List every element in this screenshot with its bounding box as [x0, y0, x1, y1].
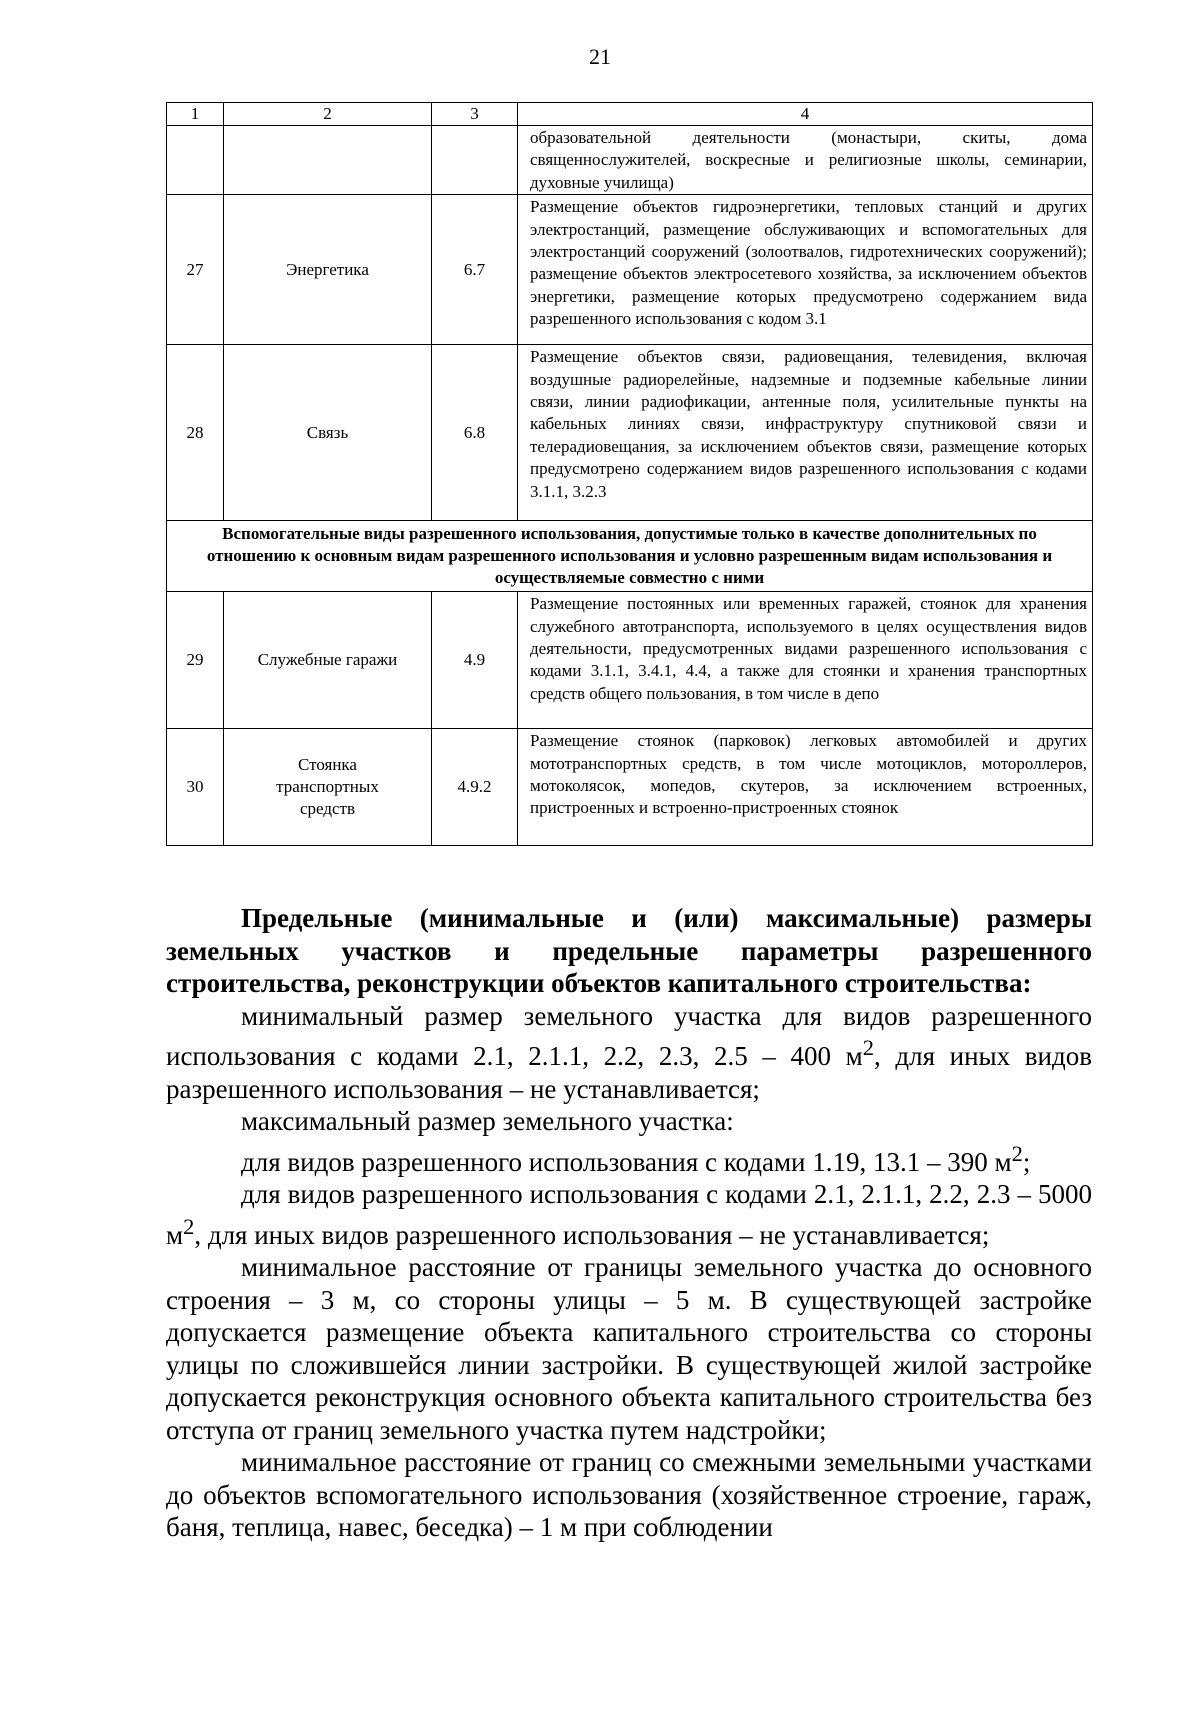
paragraph: максимальный размер земельного участка: [241, 1106, 734, 1136]
use-code: 4.9.2 [432, 729, 518, 846]
use-name: Стоянка транспортных средств [224, 729, 432, 846]
land-use-table [166, 102, 1093, 846]
description-cell: Размещение объектов связи, радиовещания, телевидения, включая воздушные радиорелейные, надземные и подземные кабельные линии связи, линии радиофикации, антенные поля, усилительные пункты на кабельных линиях связи, инфраструктуру спутниковой связи и телерадиовещания, за исключением объектов связи, размещение которых предусмотрено содержанием видов разрешенного использования с кодами 3.1.1, 3.2.3 [518, 345, 1093, 521]
row-number: 27 [167, 195, 224, 345]
header-cell: 2 [224, 103, 432, 126]
table-row [167, 729, 1093, 846]
use-code: 4.9 [432, 592, 518, 729]
aux-heading: Вспомогательные виды разрешенного использования, допустимые только в качестве дополнительных по отношению к основным видам разрешенного использования и условно разрешенным видам использования и осуществляемые совместно с ними [167, 521, 1093, 592]
paragraph: минимальный размер земельного участка для видов разрешенного использования с кодами 2.1, 2.1.1, 2.2, 2.3, 2.5 – 400 $м^2$, для иных видов разрешенного использования – не устанавливается; [166, 1000, 1092, 1104]
row-number: 30 [167, 729, 224, 846]
table-header-row [167, 103, 1093, 126]
header-cell: 3 [432, 103, 518, 126]
description-cell: образовательной деятельности (монастыри, скиты, дома священнослужителей, воскресные и религиозные школы, семинарии, духовные училища) [518, 126, 1093, 195]
paragraph: минимальное расстояние от границ со смежными земельными участками до объектов вспомогательного использования (хозяйственное строение, гараж, баня, теплица, навес, беседка) – 1 м при соблюдении [166, 1447, 1092, 1542]
row-number: 29 [167, 592, 224, 729]
table-row [167, 592, 1093, 729]
superscript: 2 [862, 1035, 874, 1060]
header-cell: 1 [167, 103, 224, 126]
use-code: 6.7 [432, 195, 518, 345]
use-name: Энергетика [224, 195, 432, 345]
description-cell: Размещение постоянных или временных гаражей, стоянок для хранения служебного автотранспорта, используемого в целях осуществления видов деятельности, предусмотренных видами разрешенного использования с кодами 3.1.1, 3.4.1, 4.4, а также для стоянки и хранения транспортных средств общего пользования, в том числе в депо [518, 592, 1093, 729]
body-text [166, 902, 1092, 1544]
aux-heading-row [167, 521, 1093, 592]
paragraph: для видов разрешенного использования с кодами 2.1, 2.1.1, 2.2, 2.3 – 5000 $м^2$, для иных видов разрешенного использования – не устанавливается; [166, 1179, 1092, 1250]
description-cell: Размещение объектов гидроэнергетики, тепловых станций и других электростанций, размещение обслуживающих и вспомогательных для электростанций сооружений (золоотвалов, гидротехнических сооружений); размещение объектов электросетевого хозяйства, за исключением объектов энергетики, размещение которых предусмотрено содержанием вида разрешенного использования с кодом 3.1 [518, 195, 1093, 345]
table-row [167, 345, 1093, 521]
use-code: 6.8 [432, 345, 518, 521]
superscript: 2 [183, 1213, 195, 1239]
paragraph: для видов разрешенного использования с кодами 1.19, 13.1 – 390 $м^2$; [241, 1140, 1031, 1177]
description-cell: Размещение стоянок (парковок) легковых автомобилей и других мототранспортных средств, в том числе мотоциклов, мотороллеров, мотоколясок, мопедов, скутеров, за исключением встроенных, пристроенных и встроенно-пристроенных стоянок [518, 729, 1093, 846]
header-cell: 4 [518, 103, 1093, 126]
use-name: Служебные гаражи [224, 592, 432, 729]
superscript: 2 [1011, 1140, 1023, 1166]
page-number: 21 [589, 44, 611, 69]
row-number: 28 [167, 345, 224, 521]
table-row-continuation [167, 126, 1093, 195]
section-heading: Предельные (минимальные и (или) максимальные) размеры земельных участков и предельные параметры разрешенного строительства, реконструкции объектов капитального строительства: [166, 903, 1092, 998]
use-name: Связь [224, 345, 432, 521]
paragraph: минимальное расстояние от границы земельного участка до основного строения – 3 м, со стороны улицы – 5 м. В существующей застройке допускается размещение объекта капитального строительства со стороны улицы по сложившейся линии застройки. В существующей жилой застройке допускается реконструкция основного объекта капитального строительства без отступа от границ земельного участка путем надстройки; [166, 1252, 1092, 1445]
table-row [167, 195, 1093, 345]
